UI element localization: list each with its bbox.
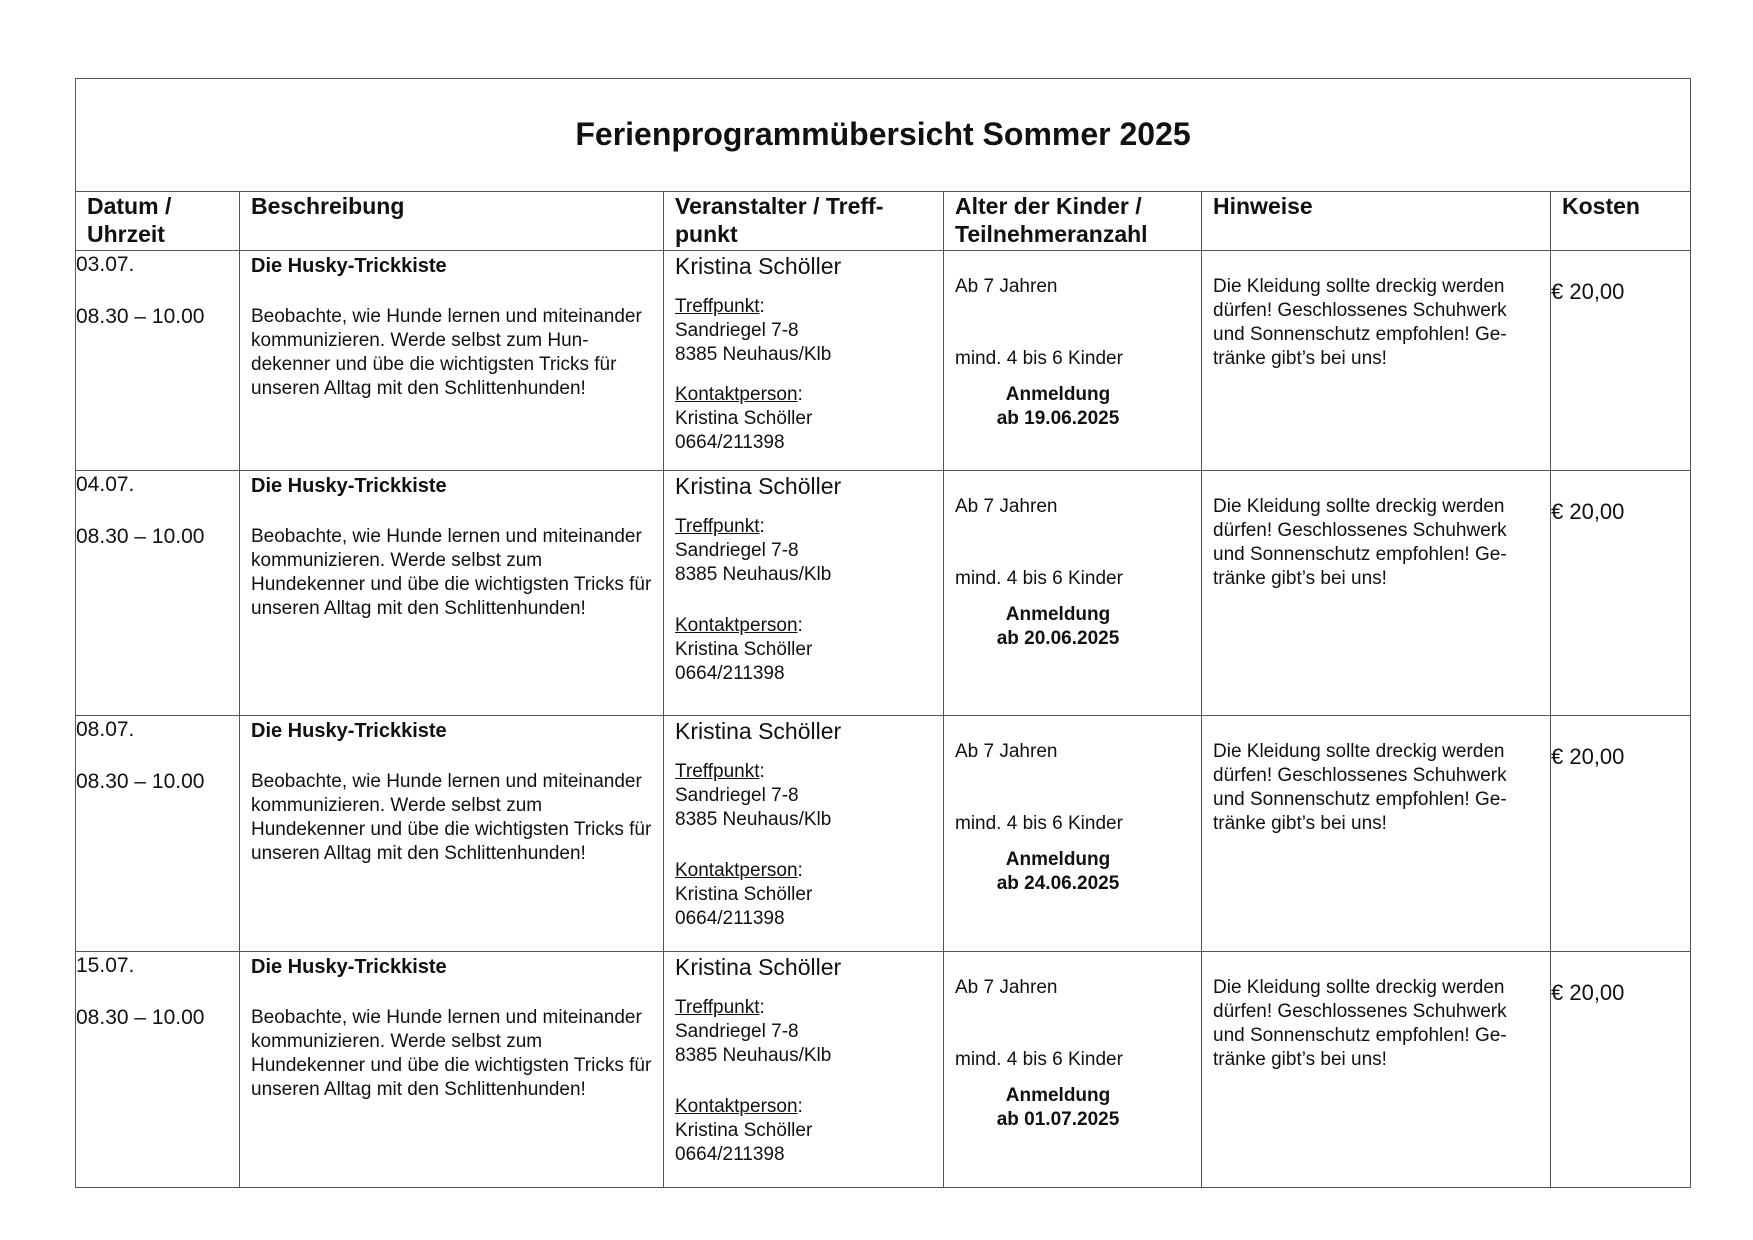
registration-date: ab 01.07.2025 bbox=[996, 1109, 1120, 1130]
header-description-label: Beschreibung bbox=[251, 193, 405, 219]
participant-count: mind. 4 bis 6 Kinder bbox=[955, 568, 1123, 589]
age-range: Ab 7 Jahren bbox=[955, 977, 1058, 998]
organizer-cell: Kristina Schöller Treffpunkt: Sandriegel 7-8 8385 Neuhaus/Klb Kontaktperson: Kristina Schöller 0664/211398 bbox=[664, 952, 944, 1188]
contact-name: Kristina Schöller bbox=[675, 639, 813, 660]
notes-text: Die Kleidung sollte dreckig werden dürfen! Geschlossenes Schuhwerk und Sonnenschutz empfohlen! Getränke gibt’s bei uns! bbox=[1213, 276, 1507, 369]
notes-cell bbox=[1202, 716, 1551, 952]
notes-cell bbox=[1202, 251, 1551, 471]
event-description: Beobachte, wie Hunde lernen und miteinander kommunizieren. Werde selbst zum Hundekenner und übe die wichtigsten Tricks für unseren Alltag mit den Schlittenhunden! bbox=[251, 1007, 652, 1100]
event-time: 08.30 – 10.00 bbox=[76, 770, 205, 793]
contact-name: Kristina Schöller bbox=[675, 1120, 813, 1141]
header-age-line1: Alter der Kinder / bbox=[955, 193, 1142, 219]
event-date: 04.07. bbox=[76, 473, 135, 496]
event-title: Die Husky-Trickkiste bbox=[251, 720, 447, 742]
date-cell bbox=[76, 716, 240, 952]
meeting-city: 8385 Neuhaus/Klb bbox=[675, 1045, 832, 1066]
contact-name: Kristina Schöller bbox=[675, 884, 813, 905]
contact-phone: 0664/211398 bbox=[675, 1144, 785, 1165]
meeting-street: Sandriegel 7-8 bbox=[675, 320, 799, 341]
registration-label: Anmeldung bbox=[1005, 604, 1111, 625]
header-age-line2: Teilnehmeranzahl bbox=[955, 221, 1148, 247]
event-time: 08.30 – 10.00 bbox=[76, 525, 205, 548]
description-cell bbox=[240, 716, 664, 952]
meeting-street: Sandriegel 7-8 bbox=[675, 540, 799, 561]
table-row bbox=[76, 952, 1691, 1188]
contact-label: Kontaktperson bbox=[675, 1096, 798, 1117]
registration-date: ab 20.06.2025 bbox=[996, 628, 1120, 649]
header-cost bbox=[1551, 192, 1691, 251]
header-row bbox=[76, 192, 1691, 251]
organizer-name: Kristina Schöller bbox=[675, 718, 842, 744]
table-row bbox=[76, 251, 1691, 471]
age-range: Ab 7 Jahren bbox=[955, 276, 1058, 297]
meeting-street: Sandriegel 7-8 bbox=[675, 785, 799, 806]
contact-label: Kontaktperson bbox=[675, 615, 798, 636]
description-cell bbox=[240, 471, 664, 716]
cost-value: € 20,00 bbox=[1551, 279, 1625, 304]
notes-text: Die Kleidung sollte dreckig werden dürfen! Geschlossenes Schuhwerk und Sonnenschutz empfohlen! Getränke gibt’s bei uns! bbox=[1213, 741, 1507, 834]
event-date: 15.07. bbox=[76, 954, 135, 977]
date-cell bbox=[76, 952, 240, 1188]
contact-name: Kristina Schöller bbox=[675, 408, 813, 429]
participant-count: mind. 4 bis 6 Kinder bbox=[955, 348, 1123, 369]
event-description: Beobachte, wie Hunde lernen und miteinander kommunizieren. Werde selbst zum Hundekenner und übe die wichtigsten Tricks für unseren Alltag mit den Schlittenhunden! bbox=[251, 306, 642, 399]
organizer-cell: Kristina Schöller Treffpunkt: Sandriegel 7-8 8385 Neuhaus/Klb Kontaktperson: Kristina Schöller 0664/211398 bbox=[664, 251, 944, 471]
event-title: Die Husky-Trickkiste bbox=[251, 956, 447, 978]
event-date: 08.07. bbox=[76, 718, 135, 741]
header-date-line1: Datum / bbox=[87, 193, 172, 219]
registration-info bbox=[955, 603, 1191, 651]
organizer-name: Kristina Schöller bbox=[675, 473, 842, 499]
age-range: Ab 7 Jahren bbox=[955, 496, 1058, 517]
notes-cell bbox=[1202, 471, 1551, 716]
header-date-line2: Uhrzeit bbox=[87, 221, 165, 247]
cost-cell bbox=[1551, 952, 1691, 1188]
meeting-city: 8385 Neuhaus/Klb bbox=[675, 564, 832, 585]
contact-phone: 0664/211398 bbox=[675, 908, 785, 929]
header-notes-label: Hinweise bbox=[1213, 193, 1313, 219]
header-cost-label: Kosten bbox=[1562, 193, 1640, 219]
meeting-point-label: Treffpunkt bbox=[675, 296, 760, 317]
participant-count: mind. 4 bis 6 Kinder bbox=[955, 1049, 1123, 1070]
notes-text: Die Kleidung sollte dreckig werden dürfen! Geschlossenes Schuhwerk und Sonnenschutz empfohlen! Getränke gibt’s bei uns! bbox=[1213, 977, 1507, 1070]
meeting-street: Sandriegel 7-8 bbox=[675, 1021, 799, 1042]
date-cell bbox=[76, 471, 240, 716]
registration-label: Anmeldung bbox=[1005, 1085, 1111, 1106]
cost-value: € 20,00 bbox=[1551, 744, 1625, 769]
event-title: Die Husky-Trickkiste bbox=[251, 255, 447, 277]
description-cell bbox=[240, 952, 664, 1188]
cost-cell bbox=[1551, 251, 1691, 471]
cost-cell bbox=[1551, 716, 1691, 952]
document-page bbox=[75, 78, 1690, 1188]
meeting-point-label: Treffpunkt bbox=[675, 516, 760, 537]
event-date: 03.07. bbox=[76, 253, 135, 276]
header-age bbox=[944, 192, 1202, 251]
date-cell bbox=[76, 251, 240, 471]
participant-count: mind. 4 bis 6 Kinder bbox=[955, 813, 1123, 834]
cost-value: € 20,00 bbox=[1551, 499, 1625, 524]
contact-label: Kontaktperson bbox=[675, 860, 798, 881]
title-cell bbox=[76, 79, 1691, 192]
age-range: Ab 7 Jahren bbox=[955, 741, 1058, 762]
meeting-point-label: Treffpunkt bbox=[675, 761, 760, 782]
table-row bbox=[76, 471, 1691, 716]
meeting-point-label: Treffpunkt bbox=[675, 997, 760, 1018]
organizer-cell: Kristina Schöller Treffpunkt: Sandriegel 7-8 8385 Neuhaus/Klb Kontaktperson: Kristina Schöller 0664/211398 bbox=[664, 716, 944, 952]
age-cell bbox=[944, 251, 1202, 471]
page-title: Ferienprogrammübersicht Sommer 2025 bbox=[575, 116, 1191, 152]
cost-cell bbox=[1551, 471, 1691, 716]
registration-info bbox=[955, 383, 1191, 431]
event-title: Die Husky-Trickkiste bbox=[251, 475, 447, 497]
registration-date: ab 19.06.2025 bbox=[996, 408, 1120, 429]
header-organizer bbox=[664, 192, 944, 251]
registration-info bbox=[955, 848, 1191, 896]
header-organizer-line2: punkt bbox=[675, 221, 738, 247]
title-row bbox=[76, 79, 1691, 192]
event-time: 08.30 – 10.00 bbox=[76, 305, 205, 328]
contact-phone: 0664/211398 bbox=[675, 432, 785, 453]
event-time: 08.30 – 10.00 bbox=[76, 1006, 205, 1029]
registration-date: ab 24.06.2025 bbox=[996, 873, 1120, 894]
notes-text: Die Kleidung sollte dreckig werden dürfen! Geschlossenes Schuhwerk und Sonnenschutz empfohlen! Getränke gibt’s bei uns! bbox=[1213, 496, 1507, 589]
registration-label: Anmeldung bbox=[1005, 384, 1111, 405]
cost-value: € 20,00 bbox=[1551, 980, 1625, 1005]
table-row bbox=[76, 716, 1691, 952]
event-description: Beobachte, wie Hunde lernen und miteinander kommunizieren. Werde selbst zum Hundekenner und übe die wichtigsten Tricks für unseren Alltag mit den Schlittenhunden! bbox=[251, 526, 652, 619]
description-cell bbox=[240, 251, 664, 471]
organizer-cell: Kristina Schöller Treffpunkt: Sandriegel 7-8 8385 Neuhaus/Klb Kontaktperson: Kristina Schöller 0664/211398 bbox=[664, 471, 944, 716]
meeting-city: 8385 Neuhaus/Klb bbox=[675, 809, 832, 830]
registration-info bbox=[955, 1084, 1191, 1132]
contact-phone: 0664/211398 bbox=[675, 663, 785, 684]
age-cell bbox=[944, 716, 1202, 952]
organizer-name: Kristina Schöller bbox=[675, 253, 842, 279]
header-description bbox=[240, 192, 664, 251]
contact-label: Kontaktperson bbox=[675, 384, 798, 405]
header-notes bbox=[1202, 192, 1551, 251]
age-cell bbox=[944, 471, 1202, 716]
header-organizer-line1: Veranstalter / Treff- bbox=[675, 193, 884, 219]
program-table bbox=[75, 78, 1691, 1188]
header-date bbox=[76, 192, 240, 251]
event-description: Beobachte, wie Hunde lernen und miteinander kommunizieren. Werde selbst zum Hundekenner und übe die wichtigsten Tricks für unseren Alltag mit den Schlittenhunden! bbox=[251, 771, 652, 864]
notes-cell bbox=[1202, 952, 1551, 1188]
registration-label: Anmeldung bbox=[1005, 849, 1111, 870]
age-cell bbox=[944, 952, 1202, 1188]
meeting-city: 8385 Neuhaus/Klb bbox=[675, 344, 832, 365]
organizer-name: Kristina Schöller bbox=[675, 954, 842, 980]
